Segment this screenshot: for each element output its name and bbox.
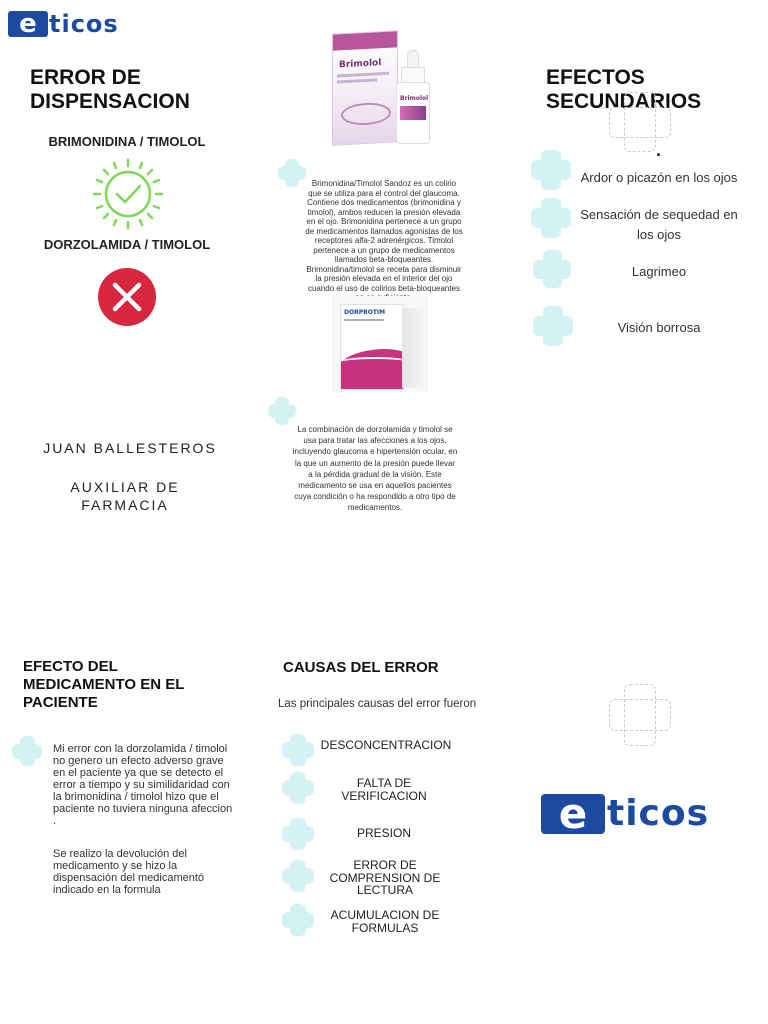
decor-cross-c5	[282, 904, 314, 936]
wrong-drug-label: DORZOLAMIDA / TIMOLOL	[43, 237, 211, 252]
decor-cross-c1	[282, 734, 314, 766]
decor-cross-1	[278, 159, 306, 187]
cause-item: PRESION	[356, 826, 411, 840]
product2-description: La combinación de dorzolamida y timolol se usa para tratar las afecciones a los ojos, incluyendo glaucoma e hipertensión ocular, en la que un aumento de la presión puede llevar a la pérdida gradual de la visión. Este medicamento se usa en aquellos pacientes cuya condición o ha respondido a otro tipo de medicamentos.	[292, 425, 458, 513]
cause-item: FALTA DE VERIFICACION	[341, 776, 427, 803]
brimolol-box	[332, 30, 398, 145]
decor-cross-se-3	[533, 250, 571, 288]
author-role: AUXILIAR DE FARMACIA	[70, 479, 180, 513]
decor-cross-se-1	[531, 150, 571, 190]
side-effect-item: Visión borrosa	[617, 320, 701, 335]
patient-effect-title: EFECTO DEL MEDICAMENTO EN EL PACIENTE	[23, 658, 185, 711]
product1-description: Brimonidina/Timolol Sandoz es un colirio que se utiliza para el control del glaucoma. Contiene dos medicamentos (brimonidina y timolol), ambos reducen la presión elevada en el ojo. Brimonidina pertenece a un grupo de medicamentos llamados agonistas de los receptores alfa-2 adrenérgicos. Timolol pertenece a un grupo de medicamentos llamados beta-bloqueantes. Brimonidina/timolol se receta para disminuir la presión elevada en el interior del ojo cuando el uso de colirios beta-bloqueantes	[305, 179, 463, 293]
decor-cross-c3	[282, 818, 314, 850]
correct-drug-label: BRIMONIDINA / TIMOLOL	[48, 134, 206, 149]
brimolol-box-name: Brimolol	[339, 58, 382, 71]
side-effect-item: Lagrimeo	[631, 264, 687, 279]
check-badge-icon	[90, 156, 166, 232]
decor-cross-outline-2	[609, 684, 669, 744]
eticos-logo-bottom	[541, 793, 709, 834]
dorprotim-box-name: DORPROTIM	[344, 309, 386, 316]
dorprotim-product-image	[332, 296, 428, 392]
cause-item: ERROR DE COMPRENSION DE LECTURA	[329, 858, 441, 897]
eticos-logo-word: ticos	[49, 10, 119, 38]
brimolol-bottle	[396, 50, 428, 142]
decor-cross-c2	[282, 772, 314, 804]
side-effect-item: Ardor o picazón en los ojos	[580, 170, 738, 185]
patient-effect-paragraph-1: Mi error con la dorzolamida / timolol no genero un efecto adverso grave en el paciente ya que se detecto el error a tiempo y su similidaridad con la brimonidina / timolol hizo que el paciente no tuviera ninguna afeccion .	[53, 743, 233, 827]
causes-intro: Las principales causas del error fueron	[278, 698, 477, 710]
decor-cross-c4	[282, 860, 314, 892]
side-effect-item: Sensación de sequedad en los ojos	[580, 207, 738, 242]
decor-cross-2	[268, 397, 296, 425]
patient-effect-paragraph-2: Se realizo la devolución del medicamento y se hizo la dispensación del medicamentó indicado en la formula	[53, 848, 205, 896]
decor-cross-se-2	[531, 198, 571, 238]
error-x-icon	[96, 266, 158, 328]
cause-item: DESCONCENTRACION	[320, 738, 452, 752]
brimolol-bottle-label: Brimolol	[400, 95, 429, 102]
decor-cross-se-4	[533, 306, 573, 346]
eticos-logo-mark-bottom: e	[541, 794, 605, 834]
eticos-logo-top	[8, 10, 119, 38]
causes-title: CAUSAS DEL ERROR	[283, 659, 439, 676]
eticos-logo-word-bottom: ticos	[607, 793, 710, 834]
decor-cross-3	[12, 736, 42, 766]
eticos-logo-mark: e	[8, 11, 48, 37]
dorprotim-box	[340, 304, 404, 390]
left-title: ERROR DE DISPENSACION	[30, 66, 190, 113]
brimolol-product-image	[328, 28, 440, 148]
cause-item: ACUMULACION DE FORMULAS	[330, 908, 440, 935]
side-effects-title: EFECTOS SECUNDARIOS	[546, 66, 702, 113]
author-name: JUAN BALLESTEROS	[43, 440, 217, 456]
side-effects-dot: .	[656, 140, 662, 160]
